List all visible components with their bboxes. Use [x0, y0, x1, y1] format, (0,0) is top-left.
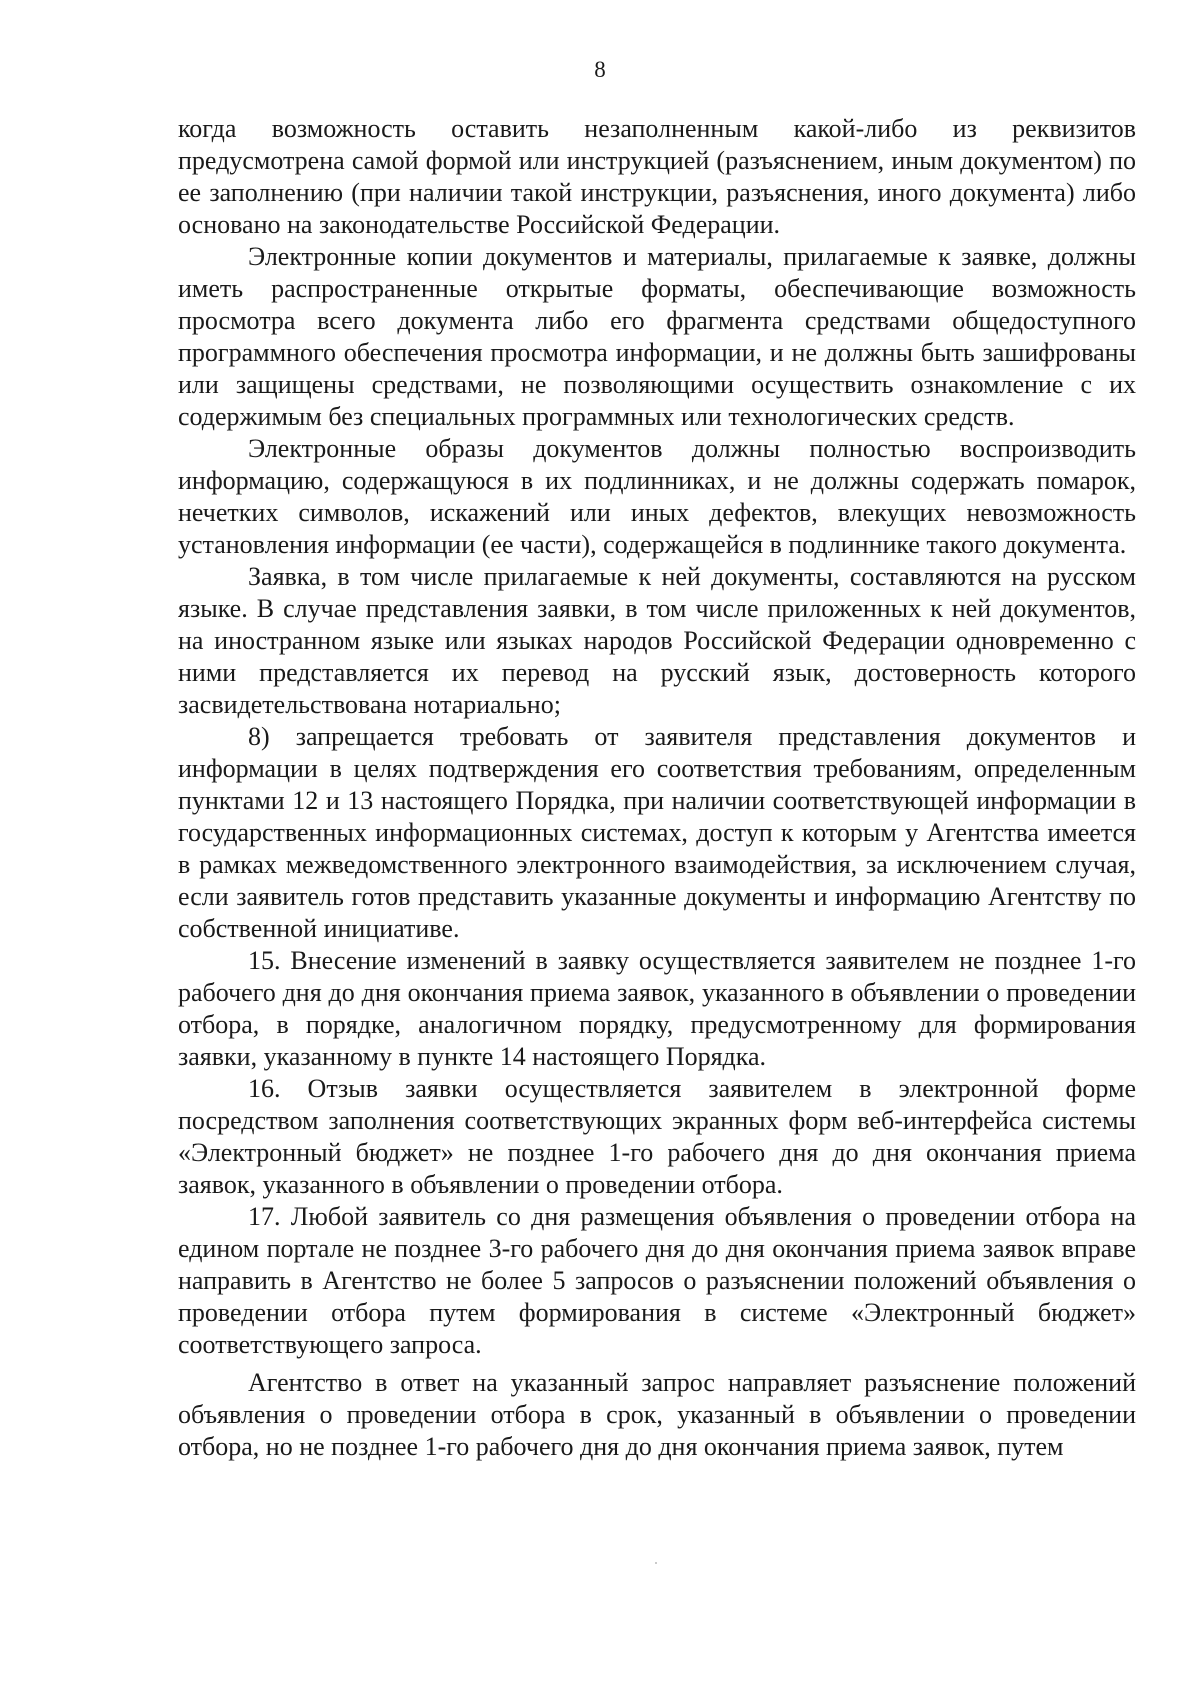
paragraph-section-16: 16. Отзыв заявки осуществляется заявителем в электронной форме посредством заполнения соответствующих экранных форм веб-интерфейса системы «Электронный бюджет» не позднее 1-го рабочего дня до дня окончания приема заявок, указанного в объявлении о проведении отбора.: [178, 1074, 1136, 1199]
paragraph-continuation: когда возможность оставить незаполненным какой-либо из реквизитов предусмотрена самой формой или инструкцией (разъяснением, иным документом) по ее заполнению (при наличии такой инструкции, разъяснения, иного документа) либо основано на законодательстве Российской Федерации.: [178, 114, 1136, 239]
paragraph-electronic-images: Электронные образы документов должны полностью воспроизводить информацию, содержащуюся в их подлинниках, и не должны содержать помарок, нечетких символов, искажений или иных дефектов, влекущих невозможность установления информации (ее части), содержащейся в подлиннике такого документа.: [178, 434, 1136, 559]
page-number: 8: [594, 57, 606, 82]
paragraph-section-17: 17. Любой заявитель со дня размещения объявления о проведении отбора на едином портале не позднее 3-го рабочего дня до дня окончания приема заявок вправе направить в Агентство не более 5 запросов о разъяснении положений объявления о проведении отбора путем формирования в системе «Электронный бюджет» соответствующего запроса.: [178, 1202, 1136, 1359]
paragraph-section-15: 15. Внесение изменений в заявку осуществляется заявителем не позднее 1-го рабочего дня до дня окончания приема заявок, указанного в объявлении о проведении отбора, в порядке, аналогичном порядку, предусмотренному для формирования заявки, указанному в пункте 14 настоящего Порядка.: [178, 946, 1136, 1071]
paragraph-electronic-copies: Электронные копии документов и материалы, прилагаемые к заявке, должны иметь распространенные открытые форматы, обеспечивающие возможность просмотра всего документа либо его фрагмента средствами общедоступного программного обеспечения просмотра информации, и не должны быть зашифрованы или защищены средствами, не позволяющими осуществить ознакомление с их содержимым без специальных программных или технологических средств.: [178, 242, 1136, 431]
paragraph-item-8: 8) запрещается требовать от заявителя представления документов и информации в целях подтверждения его соответствия требованиям, определенным пунктами 12 и 13 настоящего Порядка, при наличии соответствующей информации в государственных информационных системах, доступ к которым у Агентства имеется в рамках межведомственного электронного взаимодействия, за исключением случая, если заявитель готов представить указанные документы и информацию Агентству по собственной инициативе.: [178, 722, 1136, 943]
document-body: [178, 113, 1136, 1463]
paragraph-agency-response: Агентство в ответ на указанный запрос направляет разъяснение положений объявления о проведении отбора в срок, указанный в объявлении о проведении отбора, но не позднее 1-го рабочего дня до дня окончания приема заявок, путем: [178, 1368, 1136, 1461]
scan-speck: [655, 1562, 657, 1564]
paragraph-language-requirement: Заявка, в том числе прилагаемые к ней документы, составляются на русском языке. В случае представления заявки, в том числе приложенных к ней документов, на иностранном языке или языках народов Российской Федерации одновременно с ними представляется их перевод на русский язык, достоверность которого засвидетельствована нотариально;: [178, 562, 1136, 719]
